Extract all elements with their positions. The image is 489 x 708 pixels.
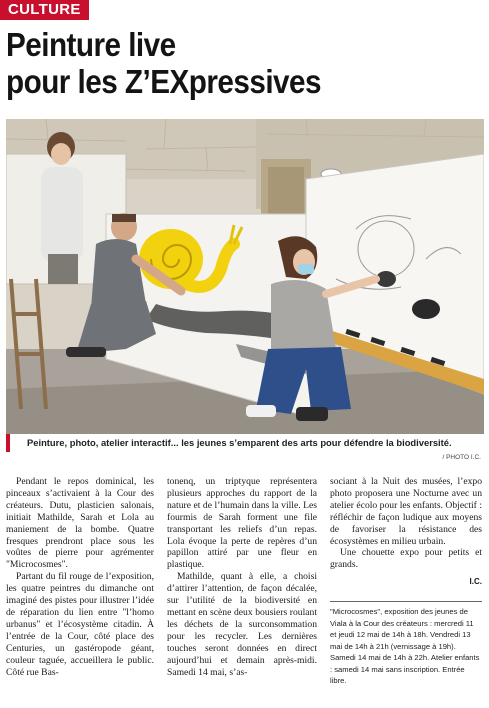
article-column-2 <box>167 476 317 678</box>
photo-credit: / PHOTO I.C. <box>442 454 481 461</box>
headline-line-1: Peinture live <box>6 26 176 63</box>
paragraph: Pendant le repos dominical, les pinceaux s’activaient à la Cour des créateurs. Dutu, plasticien salonais, initiait Mathilde, Sarah et Lola au maniement de la bombe. Quatre fresques prendront place sous les voûtes de pierre pour agrémenter "Microcosmes". <box>6 476 154 571</box>
paragraph: sociant à la Nuit des musées, l’expo photo proposera une Nocturne avec un atelier écolo pour les enfants. Objectif : réfléchir de façon ludique aux moyens de favoriser la résistance des écosystèmes en milieu urbain. <box>330 476 482 547</box>
photo-caption: Peinture, photo, atelier interactif... les jeunes s’emparent des arts pour défendre la biodiversité. <box>27 437 452 448</box>
photo-illustration <box>6 119 484 434</box>
paragraph: Une chouette expo pour petits et grands. <box>330 547 482 571</box>
event-info-box: "Microcosmes", exposition des jeunes de Viala à la Cour des créateurs : mercredi 11 et jeudi 12 mai de 14h à 18h. Vendredi 13 mai de 14h à 21h (vernissage à 19h). Samedi 14 mai de 14h à 22h. Atelier enfants : samedi 14 mai sans inscription. Entrée libre. <box>330 601 482 687</box>
headline <box>6 26 436 100</box>
paragraph: Partant du fil rouge de l’exposition, les quatre peintres du dimanche ont imaginé des pistes pour illustrer l’idée de réparation du lien entre "l’homo urbanus" et l’écosystème citadin. À l’entrée de la Cour, côté place des Centuries, un gastéropode géant, couleur taguée, accueillera le public. Côté rue Bas- <box>6 571 154 678</box>
article-photo <box>6 119 484 434</box>
article-column-1 <box>6 476 154 678</box>
paragraph: tonenq, un triptyque représentera plusieurs approches du rapport de la nature et de l’humain dans la ville. Les fourmis de Sarah forment une file transportant les reliefs d’un repas. Lola évoque la perte de repères d’un papillon attiré par une fleur en plastique. <box>167 476 317 571</box>
section-rubric: CULTURE <box>0 0 89 20</box>
paragraph: Mathilde, quant à elle, a choisi d’attirer l’attention, de façon décalée, sur l’utilité de la biodiversité en mettant en scène deux bousiers roulant les déchets de la surconsommation pour les recycler. Les dernières touches seront données en direct aujourd’hui et demain après-midi. Samedi 14 mai, s’as- <box>167 571 317 678</box>
headline-line-2: pour les Z’EXpressives <box>6 63 321 100</box>
author-signature: I.C. <box>469 577 482 587</box>
article-column-3 <box>330 476 482 588</box>
